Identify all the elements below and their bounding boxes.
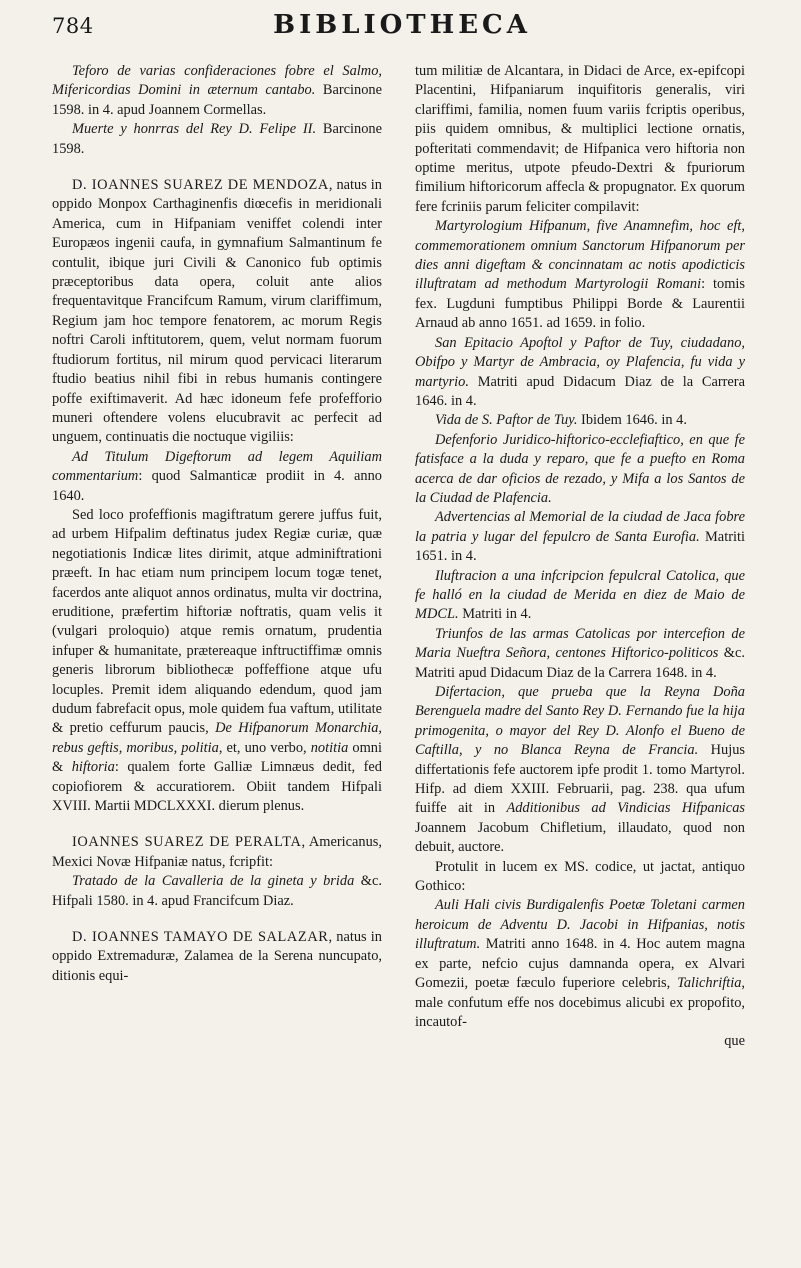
author-heading: D. IOANNES SUAREZ DE MENDOZA	[72, 177, 329, 194]
imprint: Matriti apud Didacum Diaz de la Carrera 1646. in 4.	[415, 373, 745, 409]
text-run: Sed loco profeffionis magiftratum gerere juffus fuit, ad urbem Hifpalim deftinatus judex Regiæ curiæ, quæ negotiationis Indicæ lites dirimit, atque adminiftrationi præeft. In hac etiam num principem locum togæ tenet, facerdos ante aliquot annos ordinatus, multa vir doctrina, eruditione, præfertim hiftoriæ noftratis, quam velis it (vulgari proloquio) atque remis ornatum, prudentia infuper & humanitate, prætereaque inftructiffimæ omnis generis librorum bibliothecæ poffeffione atque ufu locuples. Premit idem aliquando edendum, quod jam dudum fabrefacit opus, mole quidem fua vaftum, utilitate & pretio ceffurum paucis,	[52, 506, 382, 737]
author-heading: D. IOANNES TAMAYO DE SALAZAR	[72, 929, 329, 946]
text-run: : qualem forte Galliæ Limnæus dedit, fed copiofiorem & accuratiorem. Obiit tandem Hifpali XVIII. Martii MDCLXXXI. dierum plenus.	[52, 759, 383, 815]
work-title: Difertacion, que prueba que la Reyna Doña Berenguela madre del Santo Rey D. Fernando fue la hija primogenita, o mayor del Rey D. Alonfo el Bueno de Caftilla, y no Blanca Reyna de Francia.	[415, 684, 745, 759]
entry-ilustracion	[415, 567, 745, 625]
entry-disertacion	[415, 683, 745, 858]
imprint: : quod Salmanticæ prodiit in 4. anno 1640.	[52, 468, 382, 504]
text-run: Matriti anno 1648. in 4. Hoc autem magna ex parte, nefcio cujus damnanda opera, ex Alvari Gomezii, poetæ fæculo fuperiore celebris,	[415, 936, 745, 992]
entry-defensorio	[415, 431, 745, 509]
work-title: Muerte y honrras del Rey D. Felipe II.	[72, 121, 317, 138]
imprint: &c. Hifpali 1580. in 4. apud Francifcum Diaz.	[52, 873, 382, 909]
author-heading: IOANNES SUAREZ DE PERALTA	[72, 834, 302, 851]
italic-term: Talichriftia	[677, 975, 742, 992]
text-run: omni &	[52, 739, 382, 776]
left-column	[52, 62, 382, 986]
catchword: que	[724, 1033, 745, 1050]
work-title: Defenforio Juridico-hiftorico-ecclefiaftico, en que fe fatisface a la duda y reparo, que fe a puefto en Roma acerca de dar oficios de rezado, y Mifa a los Santos de la Ciudad de Plafencia.	[415, 431, 745, 506]
work-title: Iluftracion a una infcripcion fepulcral Catolica, que fe halló en la ciudad de Merida en diez de Maio de MDCL.	[415, 567, 745, 623]
italic-term: hiftoria	[71, 759, 115, 776]
imprint: : tomis fex. Lugduni fumptibus Philippi Borde & Laurentii Arnaud ab anno 1651. ad 1659. in folio.	[415, 276, 745, 332]
work-title: De Hifpanorum Monarchia, rebus geftis, moribus, politia	[52, 720, 382, 756]
entry-vida-pastor	[415, 411, 745, 430]
biography-continued	[52, 506, 382, 817]
biography: , natus in oppido Extremaduræ, Zalamea de la Serena nuncupato, ditionis equi-	[52, 929, 382, 984]
paragraph-protulit: Protulit in lucem ex MS. codice, ut jactat, antiquo Gothico:	[415, 858, 745, 895]
entry-cavalleria	[52, 872, 382, 911]
author-entry-suarez-de-mendoza	[52, 176, 382, 448]
italic-term: Additionibus ad Vindicias Hifpanicas	[506, 800, 745, 817]
work-title: Teforo de varias confideraciones fobre el Salmo, Mifericordias Domini in æternum cantabo.	[52, 63, 382, 99]
work-title: Advertencias al Memorial de la ciudad de Jaca fobre la patria y lugar del fepulcro de Santa Eurofia.	[415, 509, 745, 545]
work-title: San Epitacio Apoftol y Paftor de Tuy, ciudadano, Obifpo y Martyr de Ambracia, oy Plafencia, fu vida y martyrio.	[415, 334, 745, 390]
imprint: &c. Matriti apud Didacum Diaz de la Carrera 1648. in 4.	[415, 645, 745, 681]
work-title: Auli Hali civis Burdigalenfis Poetæ Toletani carmen heroicum de Adventu D. Jacobi in Hifpanias, notis illuftratum.	[415, 897, 745, 953]
entry-auli-hali	[415, 896, 745, 1032]
text-run: Hujus differtationis fefe auctorem ipfe prodit 1. tomo Martyrol. Hifp. ad diem XXIII. Februarii, pag. 238. qua ufum fuiffe ait in	[415, 742, 745, 817]
entry-teforo	[52, 62, 382, 120]
text-run: Joannem Jacobum Chifletium, illaudato, quod non debuit, auctore.	[415, 819, 745, 856]
work-title: Ad Titulum Digeftorum ad legem Aquiliam commentarium	[52, 448, 382, 485]
text-run: , male confutum effe nos docebimus alicubi ex propofito, incautof-	[415, 975, 745, 1030]
entry-muerte	[52, 120, 382, 159]
italic-term: notitia	[310, 739, 349, 756]
imprint: Matriti 1651. in 4.	[415, 528, 745, 565]
imprint: Ibidem 1646. in 4.	[577, 412, 687, 429]
work-title: Tratado de la Cavalleria de la gineta y brida	[72, 873, 355, 890]
work-title: Vida de S. Paftor de Tuy.	[435, 412, 578, 429]
entry-triunfos	[415, 625, 745, 683]
entry-digestorum	[52, 448, 382, 506]
work-title: Martyrologium Hifpanum, five Anamnefim, hoc eft, commemorationem omnium Sanctorum Hifpanorum per dies anni digeftam & concinnatam ac notis apodicticis illuftratam ad methodum Martyrologii Romani	[415, 218, 745, 293]
entry-advertencias	[415, 508, 745, 566]
page-number: 784	[52, 14, 94, 38]
entry-martyrologium	[415, 217, 745, 333]
biography: , natus in oppido Monpox Carthaginenfis diœcefis in meridionali America, cum in Hifpaniam veniffet colendi inter Europæos ingenii caufa, in gymnafium Salmantinum fe contulit, ibique juri Civili & Canonico fub optimis præceptoribus data opera, coluit ante alios frequentavitque Francifcum Ramum, virum clariffimum, Regium jam hoc tempore fenatorem, ac morum Regis noftri Caroli inftitutorem, quem, velut normam fuorum ftudiorum fortitus, nil mirum quod pervicaci literarum ftudio beatius nihil fibi in rebus humanis contingere poffe exiftimaverit. Ad hæc idoneum fefe profefforio muneri oftendere volens elucubravit ac perfecit ad unguem, continuatis die noctuque vigiliis:	[52, 177, 382, 446]
biography: , Americanus, Mexici Novæ Hifpaniæ natus, fcripfit:	[52, 834, 383, 870]
author-entry-tamayo-de-salazar	[52, 928, 382, 986]
imprint: Matriti in 4.	[458, 606, 532, 623]
imprint: Barcinone 1598. in 4. apud Joannem Cormellas.	[52, 82, 382, 118]
running-title: BIBLIOTHECA	[273, 10, 531, 40]
entry-san-epitacio	[415, 334, 745, 412]
biography-continued: tum militiæ de Alcantara, in Didaci de Arce, ex-epifcopi Placentini, Hifpaniarum inquifitoris generalis, viri clariffimi, familia, nomen fuum variis fcriptis operibus, piis quidem omnibus, & multiplici lectione ornatis, pofteritati commendavit; de Hifpanica vero hiftoria non optime meritus, utpote pfeudo-Dextri & fpuriorum fimilium hiftoricorum affecla & propugnator. Ex quorum fere fcriniis parum feliciter compilavit:	[415, 63, 745, 215]
author-entry-suarez-de-peralta	[52, 833, 382, 872]
right-column	[415, 62, 745, 1052]
imprint: Barcinone 1598.	[52, 121, 382, 157]
work-title: Triunfos de las armas Catolicas por intercefion de Maria Nueftra Señora, centones Hiftorico-politicos	[415, 625, 745, 662]
text-run: , et, uno verbo,	[218, 739, 311, 756]
page-header	[52, 8, 752, 44]
